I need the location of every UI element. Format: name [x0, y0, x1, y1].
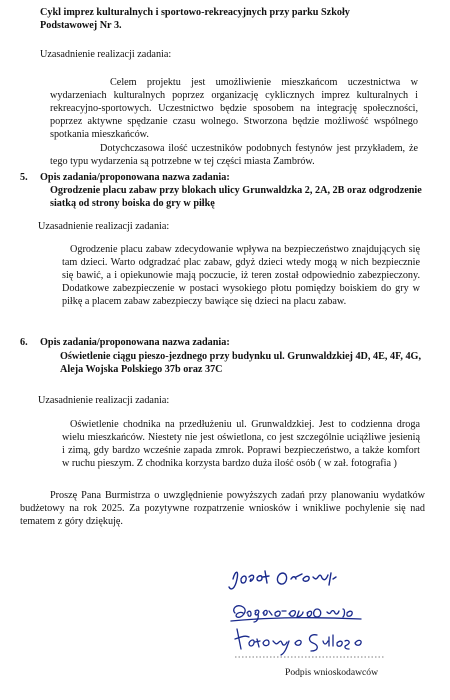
- section5-title: Ogrodzenie placu zabaw przy blokach ulicy Grunwaldzka 2, 2A, 2B oraz odgrodzenie siatką od strony boiska do gry w piłkę: [50, 185, 422, 209]
- task-title-block: [40, 6, 425, 32]
- section5-paragraph: Ogrodzenie placu zabaw zdecydowanie wpływa na bezpieczeństwo znajdujących się tam dzieci. Warto odgradzać plac zabaw, gdyż dzieci wtedy mogą w nich bezpiecznie się bawić, a i opiekunowie mają poczucie, iż teren został odpowiednio zabezpieczony. Dodatkowe zabezpieczenie w postaci wysokiego płotu pomiędzy boiskiem do gry w piłkę a placem zabaw zabezpieczy bawiące się dzieci na placu zabaw.: [62, 244, 420, 307]
- justification-label: Uzasadnienie realizacji zadania:: [40, 49, 172, 60]
- closing-paragraph: Proszę Pana Burmistrza o uwzględnienie powyższych zadań przy planowaniu wydatków budżetowy na rok 2025. Za pozytywne rozpatrzenie wniosków i wnikliwe pochylenie się nad tematem z góry dziękuję.: [20, 490, 425, 527]
- section1-paragraph: Celem projektu jest umożliwienie mieszkańcom uczestnictwa w wydarzeniach kulturalnych poprzez organizację cyklicznych imprez kulturalnych i rekreacyjno-sportowych. Uczestnictwo będzie sposobem na integrację społeczności, poprzez aktywne spędzanie czasu wolnego. Stworzona będzie możliwość wspólnego spotkania mieszkańców.: [50, 77, 418, 140]
- section5-justification-label: Uzasadnienie realizacji zadania:: [38, 221, 170, 232]
- section5-heading: Opis zadania/proponowana nazwa zadania:: [40, 172, 230, 183]
- task-title-line2: Podstawowej Nr 3.: [40, 20, 122, 31]
- section6-title: Oświetlenie ciągu pieszo-jezdnego przy budynku ul. Grunwaldzkiej 4D, 4E, 4F, 4G, Aleja Wojska Polskiego 37b oraz 37C: [60, 351, 422, 375]
- signature-3: [235, 629, 361, 655]
- signature-1: [229, 571, 336, 589]
- signatures-image: [225, 565, 435, 675]
- section1-paragraph-2: Dotychczasowa ilość uczestników podobnych festynów jest przykładem, że tego typu wydarzenia są potrzebne w tej części miasta Zambrów.: [50, 143, 418, 167]
- section5-number: 5.: [20, 172, 28, 183]
- signature-caption: Podpis wnioskodawców: [285, 667, 379, 678]
- section6-justification-label: Uzasadnienie realizacji zadania:: [38, 395, 170, 406]
- section6-paragraph: Oświetlenie chodnika na przedłużeniu ul. Grunwaldzkiej. Jest to codzienna droga wielu mieszkańców. Niestety nie jest oświetlona, co jest szczególnie uciążliwe jesienią i zimą, gdy bardzo wcześnie zapada zmrok. Poprawi bezpieczeństwo, a także komfort w ruchu pieszym. Z chodnika korzysta bardzo duża ilość osób ( w zał. fotografia ): [62, 419, 420, 469]
- section6-heading: Opis zadania/proponowana nazwa zadania:: [40, 337, 230, 348]
- signature-2: [231, 606, 361, 622]
- section6-number: 6.: [20, 337, 28, 348]
- task-title-line1: Cykl imprez kulturalnych i sportowo-rekreacyjnych przy parku Szkoły: [40, 7, 350, 18]
